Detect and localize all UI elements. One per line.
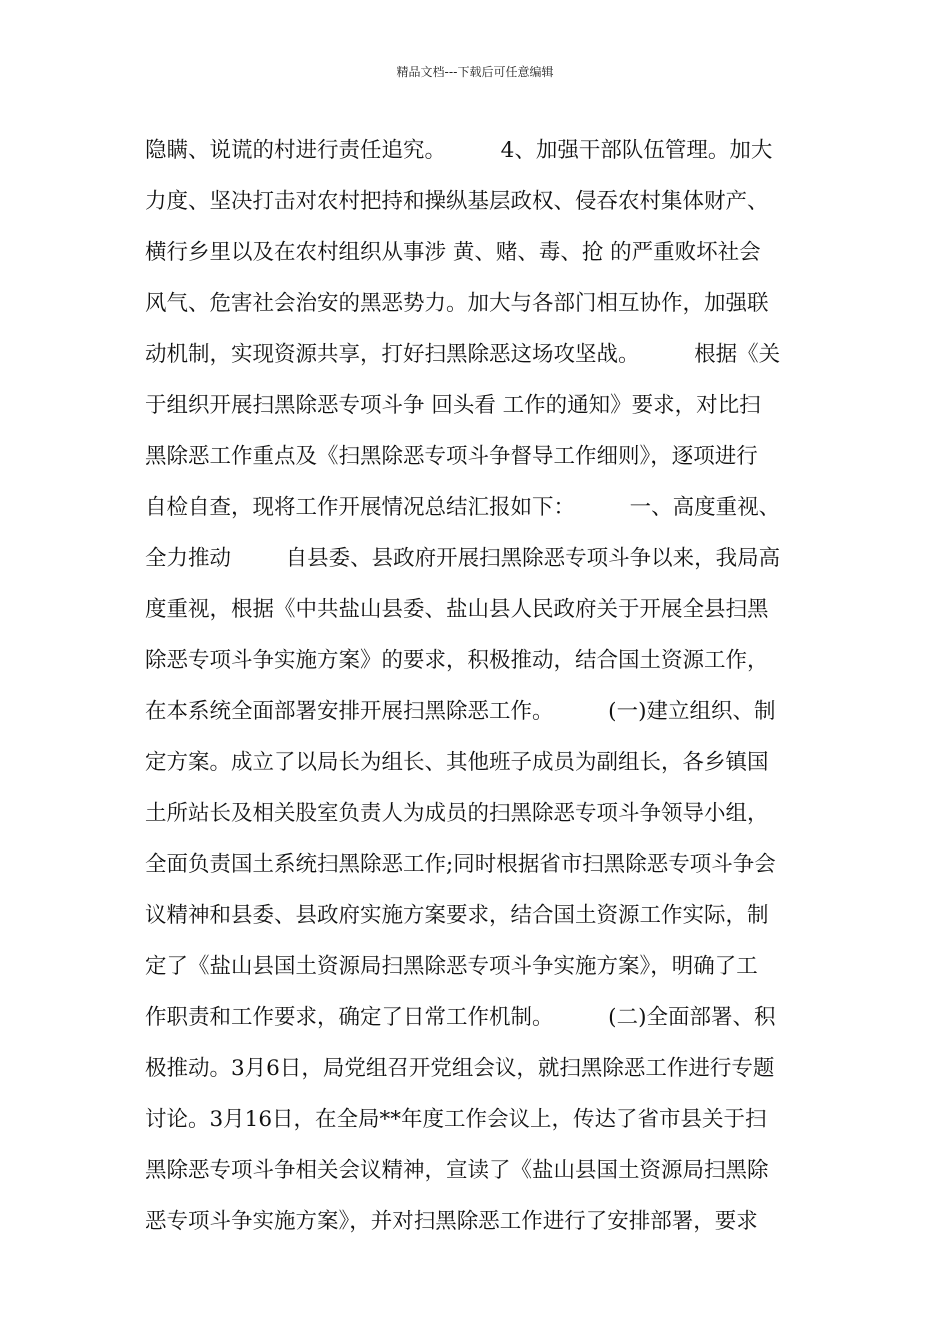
text-line: 隐瞒、说谎的村进行责任追究。 4、加强干部队伍管理。加大: [145, 138, 773, 163]
text-line: 度重视，根据《中共盐山县委、盐山县人民政府关于开展全县扫黑: [145, 597, 769, 622]
text-line: 定了《盐山县国土资源局扫黑除恶专项斗争实施方案》，明确了工: [145, 954, 758, 979]
text-line: 动机制，实现资源共享，打好扫黑除恶这场攻坚战。 根据《关: [145, 342, 781, 367]
text-line: 全力推动 自县委、县政府开展扫黑除恶专项斗争以来，我局高: [145, 546, 781, 571]
text-line: 黑除恶工作重点及《扫黑除恶专项斗争督导工作细则》，逐项进行: [145, 444, 758, 469]
text-line: 自检自查，现将工作开展情况总结汇报如下： 一、高度重视、: [145, 495, 781, 520]
text-line: 土所站长及相关股室负责人为成员的扫黑除恶专项斗争领导小组，: [145, 801, 769, 826]
text-line: 恶专项斗争实施方案》，并对扫黑除恶工作进行了安排部署，要求: [145, 1209, 758, 1234]
text-line: 在本系统全面部署安排开展扫黑除恶工作。 (一)建立组织、制: [145, 699, 776, 724]
text-line: 作职责和工作要求，确定了日常工作机制。 (二)全面部署、积: [145, 1005, 776, 1030]
text-line: 讨论。3月16日，在全局**年度工作会议上，传达了省市县关于扫: [145, 1107, 767, 1132]
page-header: 精品文档---下载后可任意编辑: [396, 65, 554, 79]
text-line: 议精神和县委、县政府实施方案要求，结合国土资源工作实际，制: [145, 903, 769, 928]
text-line: 风气、危害社会治安的黑恶势力。加大与各部门相互协作，加强联: [145, 291, 769, 316]
text-line: 力度、坚决打击对农村把持和操纵基层政权、侵吞农村集体财产、: [145, 189, 769, 214]
text-line: 除恶专项斗争实施方案》的要求，积极推动，结合国土资源工作，: [145, 648, 769, 673]
text-line: 横行乡里以及在农村组织从事涉 黄、赌、毒、抢 的严重败坏社会: [145, 240, 761, 265]
text-line: 全面负责国土系统扫黑除恶工作;同时根据省市扫黑除恶专项斗争会: [145, 852, 776, 877]
text-line: 于组织开展扫黑除恶专项斗争 回头看 工作的通知》要求，对比扫: [145, 393, 761, 418]
text-line: 黑除恶专项斗争相关会议精神，宣读了《盐山县国土资源局扫黑除: [145, 1158, 769, 1183]
text-line: 极推动。3月6日，局党组召开党组会议，就扫黑除恶工作进行专题: [145, 1056, 775, 1081]
text-line: 定方案。成立了以局长为组长、其他班子成员为副组长，各乡镇国: [145, 750, 769, 775]
